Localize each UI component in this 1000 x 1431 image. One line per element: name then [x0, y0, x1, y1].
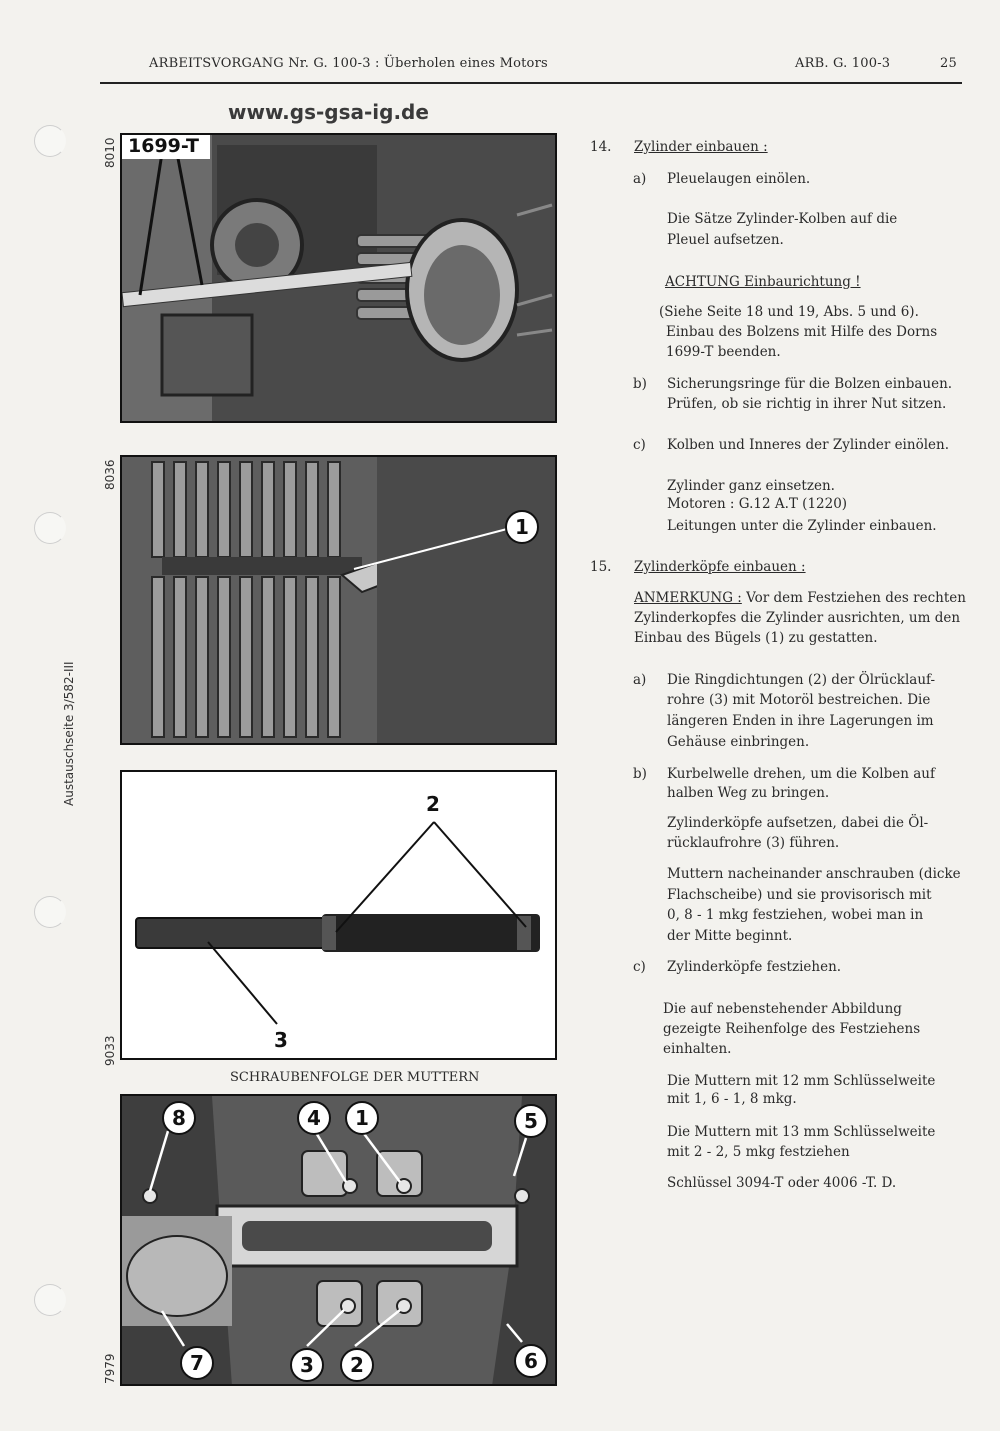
nut-sequence-7: 7 [180, 1346, 214, 1380]
binder-hole [34, 125, 66, 157]
note-label: ANMERKUNG : [634, 590, 742, 606]
nut-sequence-5: 5 [514, 1104, 548, 1138]
header-rule [100, 82, 962, 84]
nut-sequence-4: 4 [297, 1101, 331, 1135]
section-14-number: 14. [590, 139, 612, 155]
photo-number: 9033 [103, 1035, 117, 1066]
section-14-title: Zylinder einbauen : [634, 139, 768, 155]
website-watermark: www.gs-gsa-ig.de [228, 100, 429, 124]
para-line: Zylinderkopfes die Zylinder ausrichten, um den [634, 610, 961, 626]
para-line: halben Weg zu bringen. [667, 785, 830, 801]
para-line: mit 1, 6 - 1, 8 mkg. [667, 1091, 797, 1107]
step-letter: b) [633, 376, 647, 392]
step-14c-text: Kolben und Inneres der Zylinder einölen. [667, 437, 949, 453]
para-line: Prüfen, ob sie richtig in ihrer Nut sitzen. [667, 396, 947, 412]
para-line: 0, 8 - 1 mkg festziehen, wobei man in [667, 907, 924, 923]
nut-sequence-2: 2 [340, 1348, 374, 1382]
photo-number: 8010 [103, 137, 117, 168]
tool-reference: Schlüssel 3094-T oder 4006 -T. D. [667, 1175, 897, 1191]
step-letter: a) [633, 171, 647, 187]
para-line: Die auf nebenstehender Abbildung [663, 1001, 902, 1017]
nut-sequence-8: 8 [162, 1101, 196, 1135]
photo-cylinder-fins [120, 455, 557, 745]
binder-hole [34, 1284, 66, 1316]
nut-sequence-6: 6 [514, 1344, 548, 1378]
para-line: Zylinder ganz einsetzen. [667, 478, 835, 494]
section-15-number: 15. [590, 559, 612, 575]
side-page-reference: Austauschseite 3/582-III [62, 661, 76, 806]
tool-label: 1699-T [128, 135, 199, 157]
photo-number: 8036 [103, 459, 117, 490]
para-line: Motoren : G.12 A.T (1220) [667, 496, 848, 512]
section-15-title: Zylinderköpfe einbauen : [634, 559, 806, 575]
photo-fins-illustration [122, 457, 555, 743]
binder-hole [34, 512, 66, 544]
para-line: Einbau des Bügels (1) zu gestatten. [634, 630, 878, 646]
header-code: ARB. G. 100-3 [795, 56, 891, 71]
note-line [634, 588, 966, 608]
binder-hole [34, 896, 66, 928]
return-pipe-illustration [122, 772, 555, 1058]
callout-circle: 1 [505, 510, 539, 544]
step-letter: a) [633, 672, 647, 688]
step-letter: c) [633, 959, 646, 975]
para-line: 1699-T beenden. [666, 344, 781, 360]
para-line: rücklaufrohre (3) führen. [667, 835, 840, 851]
para-line: Flachscheibe) und sie provisorisch mit [667, 887, 932, 903]
callout-label: 2 [426, 792, 440, 816]
figure-caption: SCHRAUBENFOLGE DER MUTTERN [230, 1070, 480, 1085]
para-line: mit 2 - 2, 5 mkg festziehen [667, 1144, 850, 1160]
para-line: Pleuel aufsetzen. [667, 232, 784, 248]
para-line: Muttern nacheinander anschrauben (dicke [667, 866, 961, 882]
para-line: rohre (3) mit Motoröl bestreichen. Die [667, 692, 931, 708]
photo-cylinder-install [120, 133, 557, 423]
para-line: (Siehe Seite 18 und 19, Abs. 5 und 6). [659, 304, 919, 320]
photo-nut-sequence [120, 1094, 557, 1386]
header-title: ARBEITSVORGANG Nr. G. 100-3 : Überholen eines Motors [149, 56, 548, 71]
para-line: Die Sätze Zylinder-Kolben auf die [667, 211, 898, 227]
para-line: Zylinderköpfe aufsetzen, dabei die Öl- [667, 815, 929, 831]
para-line: längeren Enden in ihre Lagerungen im [667, 713, 934, 729]
para-line: Die Muttern mit 12 mm Schlüsselweite [667, 1073, 936, 1089]
para-line: Gehäuse einbringen. [667, 734, 810, 750]
photo-return-pipe [120, 770, 557, 1060]
warning-label: ACHTUNG Einbaurichtung ! [665, 274, 861, 290]
nut-sequence-3: 3 [290, 1348, 324, 1382]
callout-label: 3 [274, 1028, 288, 1052]
note-text: Vor dem Festziehen des rechten [741, 590, 966, 606]
para-line: Die Ringdichtungen (2) der Ölrücklauf- [667, 672, 936, 688]
step-letter: c) [633, 437, 646, 453]
para-line: Sicherungsringe für die Bolzen einbauen. [667, 376, 953, 392]
step-letter: b) [633, 766, 647, 782]
step-14a-text: Pleuelaugen einölen. [667, 171, 811, 187]
photo-number: 7979 [103, 1353, 117, 1384]
page-number: 25 [940, 56, 957, 71]
para-line: gezeigte Reihenfolge des Festziehens [663, 1021, 921, 1037]
para-line: Die Muttern mit 13 mm Schlüsselweite [667, 1124, 936, 1140]
para-line: der Mitte beginnt. [667, 928, 793, 944]
photo-cylinder-illustration [122, 135, 555, 421]
para-line: Kurbelwelle drehen, um die Kolben auf [667, 766, 935, 782]
step-15c-text: Zylinderköpfe festziehen. [667, 959, 842, 975]
nut-sequence-1: 1 [345, 1101, 379, 1135]
para-line: Einbau des Bolzens mit Hilfe des Dorns [666, 324, 938, 340]
cylinder-head-illustration [122, 1096, 555, 1384]
para-line: Leitungen unter die Zylinder einbauen. [667, 518, 937, 534]
para-line: einhalten. [663, 1041, 732, 1057]
